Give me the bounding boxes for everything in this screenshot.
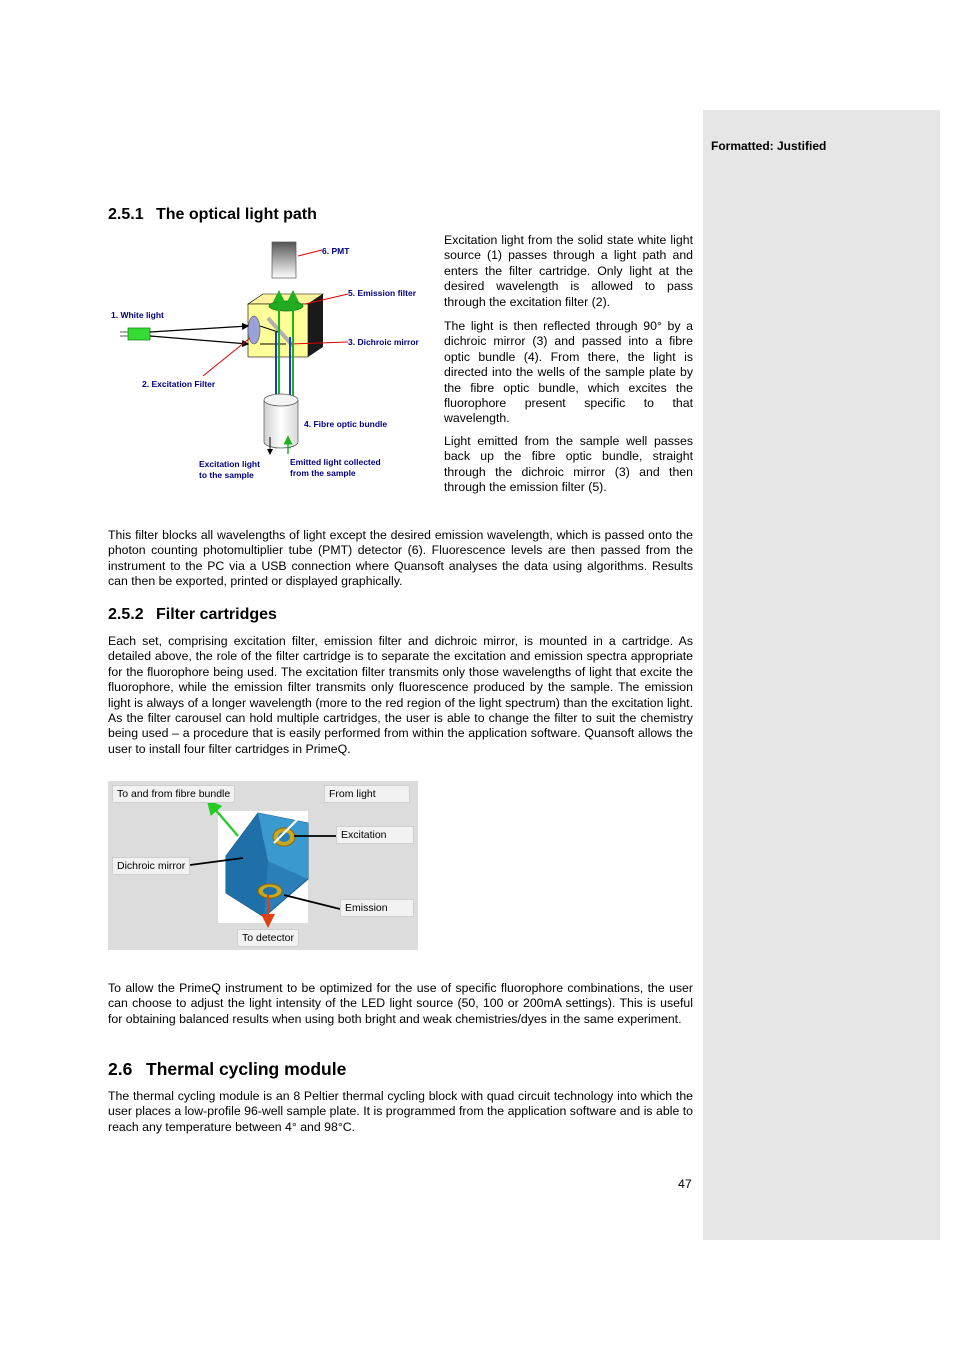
section-heading-2-5-1 xyxy=(108,206,317,224)
section-number: 2.5.1 xyxy=(108,206,144,223)
label-emitted-light-line2: from the sample xyxy=(290,468,356,478)
excitation-filter-lens xyxy=(248,316,260,344)
label-excitation-light-line2: to the sample xyxy=(199,470,254,480)
excitation-filter-pointer xyxy=(203,338,250,376)
paragraph-thermal-cycling: The thermal cycling module is an 8 Peltier thermal cycling block with quad circuit technology into which the user places a low-profile 96-well sample plate. It is programmed from the application software and is able to reach any temperature between 4° and 98°C. xyxy=(108,1089,693,1134)
filter-cartridge-diagram xyxy=(108,781,418,950)
white-light-source xyxy=(128,328,150,340)
label-emission-filter: 5. Emission filter xyxy=(348,288,417,298)
label-from-light: From light xyxy=(324,785,410,803)
section-number: 2.6 xyxy=(108,1059,133,1079)
section-title: The optical light path xyxy=(156,206,317,223)
section-heading-2-6 xyxy=(108,1059,346,1080)
comment-sidebar xyxy=(703,110,940,1240)
label-to-from-fibre: To and from fibre bundle xyxy=(112,785,235,803)
section-heading-2-5-2 xyxy=(108,606,277,624)
paragraph-optical-2: The light is then reflected through 90° by a dichroic mirror (3) and passed into a fibre optic bundle (4). From there, the light is directed into the wells of the sample plate by the fibre optic bundle, which excites the fluorophore present specific to that wavelength. xyxy=(444,319,693,426)
label-dichroic-mirror: Dichroic mirror xyxy=(112,857,190,875)
section-title: Filter cartridges xyxy=(156,606,277,623)
label-excitation: Excitation xyxy=(336,826,414,844)
label-white-light: 1. White light xyxy=(111,310,164,320)
label-emitted-light-line1: Emitted light collected xyxy=(290,457,381,467)
page-number: 47 xyxy=(678,1177,692,1191)
label-excitation-light-line1: Excitation light xyxy=(199,459,260,469)
label-to-detector: To detector xyxy=(237,929,299,947)
label-pmt: 6. PMT xyxy=(322,246,350,256)
cartridge-side xyxy=(308,294,323,357)
emission-filter-disc xyxy=(269,301,303,311)
pmt-pointer xyxy=(298,250,322,256)
paragraph-filter-cartridges: Each set, comprising excitation filter, emission filter and dichroic mirror, is mounted in a cartridge. As detailed above, the role of the filter cartridge is to separate the excitation and emission spectra appropriate for the fluorophore being used. The excitation filter transmits only those wavelengths of light that excite the fluorophore, while the emission filter transmits only fluorescence produced by the sample. The emission light is always of a longer wavelength (more to the red region of the light spectrum) than the excitation light. As the filter carousel can hold multiple cartridges, the user is able to change the filter to suit the chemistry being used – a procedure that is easily performed from within the application software. Quansoft allows the user to install four filter cartridges in PrimeQ. xyxy=(108,634,693,756)
label-fibre-optic-bundle: 4. Fibre optic bundle xyxy=(304,419,388,429)
section-number: 2.5.2 xyxy=(108,606,144,623)
label-excitation-filter: 2. Excitation Filter xyxy=(142,379,216,389)
light-path-upper xyxy=(150,326,248,332)
pmt-shape xyxy=(272,242,296,278)
optical-path-diagram xyxy=(108,232,433,487)
fibre-optic-bundle xyxy=(264,400,298,448)
paragraph-led-intensity: To allow the PrimeQ instrument to be optimized for the use of specific fluorophore combinations, the user can choose to adjust the light intensity of the LED light source (50, 100 or 200mA settings). This is useful for obtaining balanced results when using both bright and weak chemistries/dyes in the same experiment. xyxy=(108,981,693,1026)
light-path-lower xyxy=(150,336,248,344)
section-title: Thermal cycling module xyxy=(146,1059,347,1079)
paragraph-optical-1: Excitation light from the solid state white light source (1) passes through a light path and enters the filter cartridge. Only light at the desired wavelength is allowed to pass through the excitation filter (2). xyxy=(444,233,693,309)
paragraph-optical-3: Light emitted from the sample well passes back up the fibre optic bundle, straight through the dichroic mirror (3) and then through the emission filter (5). xyxy=(444,434,693,495)
label-dichroic-mirror: 3. Dichroic mirror xyxy=(348,337,419,347)
paragraph-filter-blocks: This filter blocks all wavelengths of light except the desired emission wavelength, which is passed onto the photon counting photomultiplier tube (PMT) detector (6). Fluorescence levels are then passed from the instrument to the PC via a USB connection where Quansoft analyses the data using algorithms. Results can then be exported, printed or displayed graphically. xyxy=(108,528,693,589)
comment-label: Formatted: Justified xyxy=(711,139,827,153)
label-emission: Emission xyxy=(340,899,414,917)
